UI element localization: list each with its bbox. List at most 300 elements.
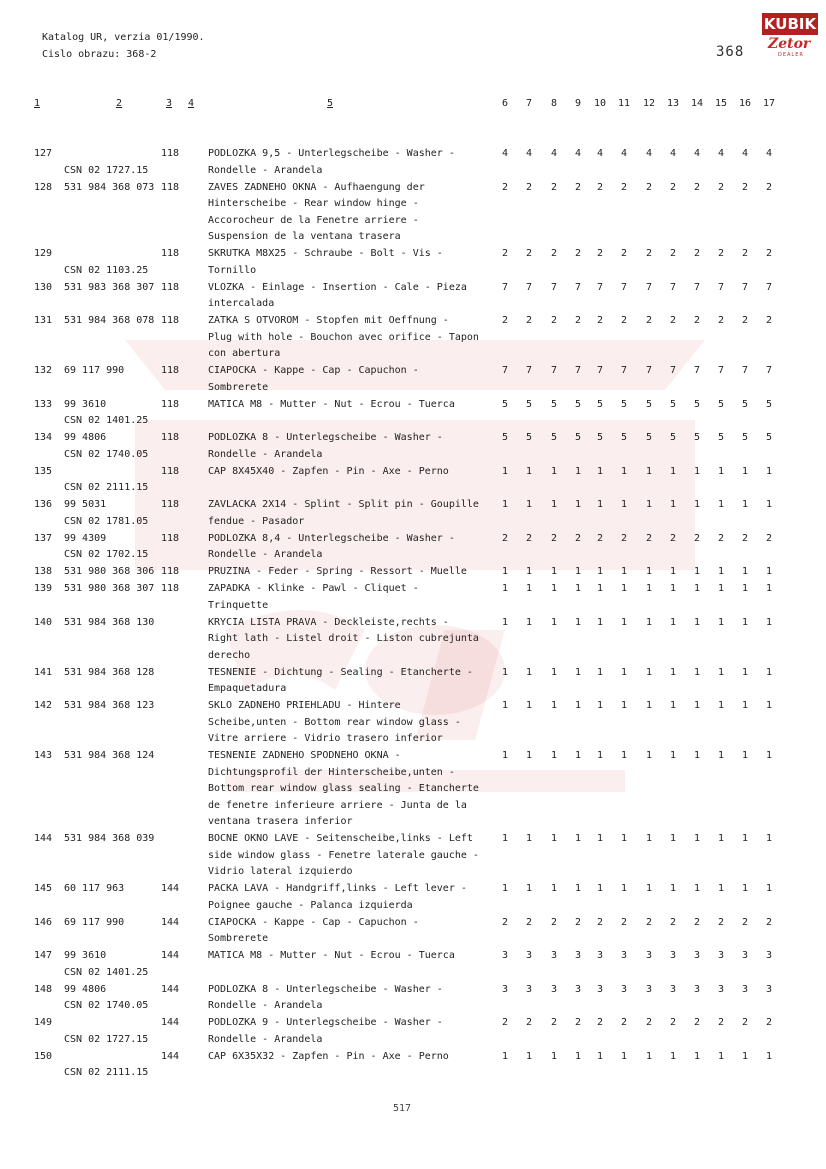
quantity-cell: 2 xyxy=(525,248,533,259)
quantity-cell: 1 xyxy=(765,465,773,477)
logo-brand: KUBIK xyxy=(763,15,817,33)
quantity-cell: 4 xyxy=(693,148,701,159)
part-description xyxy=(208,1049,498,1066)
quantity-cell: 1 xyxy=(525,750,533,761)
quantity-cell: 1 xyxy=(717,616,725,628)
quantity-cell: 5 xyxy=(693,398,701,410)
quantity-cell: 3 xyxy=(717,983,725,995)
part-description xyxy=(208,982,498,1015)
description-line: Accorocheur de la Fenetre arriere - xyxy=(208,214,419,226)
quantity-cell: 2 xyxy=(501,916,509,928)
quantity-cell: 1 xyxy=(717,583,725,594)
quantity-cell: 2 xyxy=(620,916,628,928)
quantity-cell: 1 xyxy=(501,750,509,761)
quantity-cell: 1 xyxy=(741,666,749,678)
description-line: ZAVLACKA 2X14 - Splint - Split pin - Goupille xyxy=(208,499,479,510)
standard-number: CSN 02 2111.15 xyxy=(64,482,149,493)
quantity-cell: 1 xyxy=(765,750,773,761)
reference-number: 118 xyxy=(161,248,180,259)
quantity-cell: 5 xyxy=(765,398,773,410)
quantity-cell: 1 xyxy=(550,1050,558,1062)
item-number: 143 xyxy=(34,750,53,761)
quantity-cell: 2 xyxy=(741,1017,749,1028)
quantity-cell: 2 xyxy=(693,315,701,326)
description-line: de fenetre inferieure arriere - Junta de la xyxy=(208,799,467,811)
quantity-cell: 2 xyxy=(645,532,653,544)
quantity-cell: 3 xyxy=(669,950,677,961)
standard-number: CSN 02 1727.15 xyxy=(64,1033,149,1045)
description-line: Trinquette xyxy=(208,599,269,611)
part-description xyxy=(208,180,498,246)
item-number: 147 xyxy=(34,950,53,961)
description-line: Rondelle - Arandela xyxy=(208,1033,323,1045)
quantity-cell: 2 xyxy=(574,532,582,544)
quantity-cell: 5 xyxy=(741,398,749,410)
quantity-cell: 3 xyxy=(550,950,558,961)
quantity-cell: 2 xyxy=(501,248,509,259)
description-line: CAP 8X45X40 - Zapfen - Pin - Axe - Perno xyxy=(208,465,449,477)
quantity-cell: 1 xyxy=(765,499,773,510)
quantity-cell: 2 xyxy=(596,916,604,928)
quantity-cell: 3 xyxy=(574,983,582,995)
quantity-cell: 1 xyxy=(741,583,749,594)
quantity-cell: 5 xyxy=(669,432,677,443)
quantity-cell: 4 xyxy=(550,148,558,159)
quantity-cell: 1 xyxy=(596,583,604,594)
quantity-cell: 2 xyxy=(550,916,558,928)
quantity-cell: 1 xyxy=(669,666,677,678)
quantity-cell: 1 xyxy=(501,465,509,477)
item-number: 150 xyxy=(34,1050,53,1062)
reference-number: 118 xyxy=(161,583,180,594)
part-description xyxy=(208,363,498,396)
standard-number: CSN 02 1401.25 xyxy=(64,415,149,426)
quantity-cell: 2 xyxy=(620,532,628,544)
quantity-cell: 2 xyxy=(550,248,558,259)
quantity-cell: 1 xyxy=(693,833,701,844)
description-line: KRYCIA LISTA PRAVA - Deckleiste,rechts - xyxy=(208,616,449,628)
quantity-cell: 2 xyxy=(574,181,582,193)
quantity-cell: 1 xyxy=(741,883,749,894)
item-number: 130 xyxy=(34,281,53,293)
table-row xyxy=(0,748,826,831)
quantity-cell: 1 xyxy=(693,1050,701,1062)
table-row xyxy=(0,246,826,280)
part-number: 531 980 368 307 xyxy=(64,583,155,594)
quantity-cell: 7 xyxy=(765,281,773,293)
quantity-cell: 7 xyxy=(620,365,628,376)
part-description xyxy=(208,698,498,748)
item-number: 127 xyxy=(34,148,53,159)
quantity-cell: 1 xyxy=(669,700,677,711)
quantity-cell: 2 xyxy=(550,181,558,193)
standard-number: CSN 02 1727.15 xyxy=(64,164,149,176)
quantity-cell: 1 xyxy=(620,700,628,711)
column-header: 1 xyxy=(34,98,41,109)
quantity-cell: 2 xyxy=(717,315,725,326)
description-line: PRUZINA - Feder - Spring - Ressort - Muelle xyxy=(208,566,467,577)
column-header: 5 xyxy=(327,98,334,109)
quantity-cell: 1 xyxy=(741,750,749,761)
table-row xyxy=(0,363,826,397)
table-row xyxy=(0,531,826,565)
quantity-cell: 1 xyxy=(765,833,773,844)
quantity-cell: 3 xyxy=(596,983,604,995)
column-header: 10 xyxy=(593,98,607,109)
part-description xyxy=(208,881,498,914)
standard-number: CSN 02 1401.25 xyxy=(64,966,149,978)
quantity-cell: 3 xyxy=(693,983,701,995)
reference-number: 144 xyxy=(161,950,180,961)
quantity-cell: 7 xyxy=(645,281,653,293)
quantity-cell: 7 xyxy=(669,281,677,293)
quantity-cell: 7 xyxy=(669,365,677,376)
quantity-cell: 1 xyxy=(645,700,653,711)
reference-number: 118 xyxy=(161,365,180,376)
description-line: PODLOZKA 9,5 - Unterlegscheibe - Washer - xyxy=(208,148,455,159)
quantity-cell: 1 xyxy=(669,833,677,844)
quantity-cell: 1 xyxy=(620,499,628,510)
quantity-cell: 1 xyxy=(741,499,749,510)
quantity-cell: 1 xyxy=(669,566,677,577)
description-line: Vidrio lateral izquierdo xyxy=(208,866,353,877)
description-line: Sombrerete xyxy=(208,933,269,944)
quantity-cell: 2 xyxy=(669,532,677,544)
quantity-cell: 1 xyxy=(669,465,677,477)
quantity-cell: 1 xyxy=(596,700,604,711)
quantity-cell: 1 xyxy=(765,1050,773,1062)
column-header: 6 xyxy=(501,98,509,109)
quantity-cell: 1 xyxy=(741,1050,749,1062)
quantity-cell: 1 xyxy=(574,666,582,678)
quantity-cell: 4 xyxy=(645,148,653,159)
quantity-cell: 1 xyxy=(717,465,725,477)
column-header: 17 xyxy=(762,98,776,109)
quantity-cell: 1 xyxy=(693,566,701,577)
item-number: 129 xyxy=(34,248,53,259)
quantity-cell: 1 xyxy=(669,1050,677,1062)
reference-number: 144 xyxy=(161,983,180,995)
quantity-cell: 2 xyxy=(669,181,677,193)
quantity-cell: 7 xyxy=(525,281,533,293)
table-row xyxy=(0,313,826,363)
quantity-cell: 5 xyxy=(620,398,628,410)
quantity-cell: 1 xyxy=(645,465,653,477)
quantity-cell: 7 xyxy=(550,365,558,376)
quantity-cell: 1 xyxy=(550,700,558,711)
part-description xyxy=(208,1015,498,1048)
part-number: 99 4806 xyxy=(64,432,107,443)
item-number: 132 xyxy=(34,365,53,376)
description-line: Hinterscheibe - Rear window hinge - xyxy=(208,198,419,209)
quantity-cell: 1 xyxy=(717,833,725,844)
logo-tag: DEALER xyxy=(778,52,804,58)
description-line: Tornillo xyxy=(208,264,257,276)
item-number: 144 xyxy=(34,833,53,844)
quantity-cell: 2 xyxy=(525,181,533,193)
table-row xyxy=(0,915,826,949)
part-description xyxy=(208,464,498,481)
quantity-cell: 5 xyxy=(525,432,533,443)
part-number: 531 984 368 130 xyxy=(64,616,155,628)
table-row xyxy=(0,180,826,247)
quantity-cell: 7 xyxy=(693,281,701,293)
part-description xyxy=(208,313,498,363)
quantity-cell: 2 xyxy=(525,916,533,928)
quantity-cell: 1 xyxy=(620,666,628,678)
description-line: MATICA M8 - Mutter - Nut - Ecrou - Tuerca xyxy=(208,398,455,410)
quantity-cell: 1 xyxy=(525,833,533,844)
reference-number: 144 xyxy=(161,883,180,894)
description-line: Suspension de la ventana trasera xyxy=(208,231,401,242)
part-number: 531 984 368 123 xyxy=(64,700,155,711)
quantity-cell: 1 xyxy=(620,833,628,844)
quantity-cell: 1 xyxy=(693,499,701,510)
quantity-cell: 4 xyxy=(596,148,604,159)
quantity-cell: 5 xyxy=(574,432,582,443)
part-description xyxy=(208,665,498,698)
quantity-cell: 7 xyxy=(501,281,509,293)
quantity-cell: 2 xyxy=(525,532,533,544)
table-row xyxy=(0,464,826,498)
quantity-cell: 1 xyxy=(765,883,773,894)
description-line: TESNENIE - Dichtung - Sealing - Etancherte - xyxy=(208,666,473,678)
reference-number: 118 xyxy=(161,148,180,159)
page-footer-number: 517 xyxy=(393,1103,412,1114)
quantity-cell: 4 xyxy=(717,148,725,159)
quantity-cell: 1 xyxy=(525,583,533,594)
quantity-cell: 1 xyxy=(550,833,558,844)
quantity-cell: 2 xyxy=(550,532,558,544)
quantity-cell: 1 xyxy=(574,465,582,477)
quantity-cell: 3 xyxy=(525,950,533,961)
part-number: 99 5031 xyxy=(64,499,107,510)
part-description xyxy=(208,948,498,965)
item-number: 140 xyxy=(34,616,53,628)
table-row xyxy=(0,948,826,982)
column-header: 3 xyxy=(166,98,173,109)
item-number: 145 xyxy=(34,883,53,894)
description-line: Vitre arriere - Vidrio trasero inferior xyxy=(208,733,443,744)
quantity-cell: 5 xyxy=(501,432,509,443)
quantity-cell: 2 xyxy=(693,248,701,259)
quantity-cell: 1 xyxy=(645,883,653,894)
description-line: Rondelle - Arandela xyxy=(208,1000,323,1011)
table-row xyxy=(0,146,826,180)
quantity-cell: 2 xyxy=(550,1017,558,1028)
quantity-cell: 1 xyxy=(501,499,509,510)
table-row xyxy=(0,430,826,464)
part-description xyxy=(208,430,498,463)
quantity-cell: 1 xyxy=(693,583,701,594)
standard-number: CSN 02 1702.15 xyxy=(64,549,149,560)
column-header: 7 xyxy=(525,98,533,109)
quantity-cell: 2 xyxy=(525,315,533,326)
quantity-cell: 1 xyxy=(574,1050,582,1062)
quantity-cell: 1 xyxy=(596,499,604,510)
quantity-cell: 1 xyxy=(693,700,701,711)
quantity-cell: 2 xyxy=(741,181,749,193)
quantity-cell: 1 xyxy=(574,700,582,711)
quantity-cell: 3 xyxy=(669,983,677,995)
quantity-cell: 1 xyxy=(501,616,509,628)
reference-number: 144 xyxy=(161,916,180,928)
quantity-cell: 2 xyxy=(765,181,773,193)
quantity-cell: 3 xyxy=(693,950,701,961)
quantity-cell: 1 xyxy=(574,883,582,894)
quantity-cell: 2 xyxy=(620,248,628,259)
part-description xyxy=(208,246,498,279)
quantity-cell: 1 xyxy=(717,883,725,894)
quantity-cell: 1 xyxy=(596,833,604,844)
item-number: 146 xyxy=(34,916,53,928)
quantity-cell: 1 xyxy=(550,616,558,628)
description-line: Plug with hole - Bouchon avec orifice - Tapon xyxy=(208,331,479,343)
standard-number: CSN 02 1740.05 xyxy=(64,448,149,460)
quantity-cell: 3 xyxy=(574,950,582,961)
table-row xyxy=(0,581,826,615)
logo-sub: Zetor xyxy=(768,36,811,52)
quantity-cell: 7 xyxy=(550,281,558,293)
catalog-version: Katalog UR, verzia 01/1990. xyxy=(42,32,205,43)
quantity-cell: 2 xyxy=(741,532,749,544)
quantity-cell: 1 xyxy=(645,499,653,510)
quantity-cell: 3 xyxy=(501,950,509,961)
quantity-cell: 5 xyxy=(501,398,509,410)
part-description xyxy=(208,615,498,665)
quantity-cell: 2 xyxy=(525,1017,533,1028)
quantity-cell: 2 xyxy=(550,315,558,326)
quantity-cell: 7 xyxy=(525,365,533,376)
description-line: ZAPADKA - Klinke - Pawl - Cliquet - xyxy=(208,583,419,594)
quantity-cell: 5 xyxy=(669,398,677,410)
quantity-cell: 2 xyxy=(717,181,725,193)
quantity-cell: 2 xyxy=(741,916,749,928)
column-header: 15 xyxy=(714,98,728,109)
item-number: 148 xyxy=(34,983,53,995)
item-number: 142 xyxy=(34,700,53,711)
part-number: 99 4309 xyxy=(64,532,107,544)
quantity-cell: 1 xyxy=(574,750,582,761)
quantity-cell: 3 xyxy=(501,983,509,995)
reference-number: 118 xyxy=(161,566,180,577)
description-line: ZAVES ZADNEHO OKNA - Aufhaengung der xyxy=(208,181,425,193)
dealer-logo xyxy=(762,13,818,61)
quantity-cell: 5 xyxy=(645,398,653,410)
parts-table xyxy=(0,146,826,1082)
quantity-cell: 2 xyxy=(765,315,773,326)
quantity-cell: 2 xyxy=(765,248,773,259)
description-line: con abertura xyxy=(208,348,281,359)
quantity-cell: 5 xyxy=(741,432,749,443)
quantity-cell: 1 xyxy=(765,583,773,594)
quantity-cell: 3 xyxy=(741,983,749,995)
table-row xyxy=(0,881,826,915)
quantity-cell: 5 xyxy=(765,432,773,443)
description-line: PODLOZKA 9 - Unterlegscheibe - Washer - xyxy=(208,1017,443,1028)
quantity-cell: 2 xyxy=(596,532,604,544)
quantity-cell: 1 xyxy=(741,700,749,711)
table-row xyxy=(0,1049,826,1083)
quantity-cell: 1 xyxy=(717,566,725,577)
quantity-cell: 5 xyxy=(717,432,725,443)
quantity-cell: 1 xyxy=(596,750,604,761)
part-description xyxy=(208,831,498,881)
reference-number: 118 xyxy=(161,499,180,510)
quantity-cell: 2 xyxy=(693,532,701,544)
part-description xyxy=(208,280,498,313)
standard-number: CSN 02 1781.05 xyxy=(64,515,149,527)
quantity-cell: 3 xyxy=(620,950,628,961)
column-header: 4 xyxy=(188,98,195,109)
quantity-cell: 2 xyxy=(596,181,604,193)
part-number: 531 980 368 306 xyxy=(64,566,155,577)
quantity-cell: 1 xyxy=(525,465,533,477)
quantity-cell: 2 xyxy=(765,1017,773,1028)
quantity-cell: 2 xyxy=(669,315,677,326)
quantity-cell: 3 xyxy=(645,983,653,995)
quantity-cell: 1 xyxy=(620,1050,628,1062)
table-row xyxy=(0,615,826,665)
quantity-cell: 1 xyxy=(765,666,773,678)
description-line: PODLOZKA 8 - Unterlegscheibe - Washer - xyxy=(208,983,443,995)
page-number: 368 xyxy=(716,44,745,60)
quantity-cell: 1 xyxy=(620,883,628,894)
quantity-cell: 2 xyxy=(765,916,773,928)
quantity-cell: 1 xyxy=(765,566,773,577)
column-header: 2 xyxy=(116,98,123,109)
quantity-cell: 5 xyxy=(550,432,558,443)
quantity-cell: 7 xyxy=(741,365,749,376)
description-line: Rondelle - Arandela xyxy=(208,164,323,176)
quantity-cell: 1 xyxy=(501,1050,509,1062)
description-line: Scheibe,unten - Bottom rear window glass - xyxy=(208,716,461,728)
quantity-cell: 2 xyxy=(669,248,677,259)
table-row xyxy=(0,982,826,1016)
quantity-cell: 1 xyxy=(620,465,628,477)
quantity-cell: 3 xyxy=(596,950,604,961)
quantity-cell: 1 xyxy=(525,883,533,894)
part-number: 99 3610 xyxy=(64,950,107,961)
description-line: Rondelle - Arandela xyxy=(208,448,323,460)
description-line: derecho xyxy=(208,649,251,661)
quantity-cell: 7 xyxy=(645,365,653,376)
part-number: 99 4806 xyxy=(64,983,107,995)
description-line: Poignee gauche - Palanca izquierda xyxy=(208,899,413,911)
quantity-cell: 1 xyxy=(669,616,677,628)
table-row xyxy=(0,665,826,699)
quantity-cell: 2 xyxy=(669,1017,677,1028)
quantity-cell: 1 xyxy=(645,566,653,577)
quantity-cell: 1 xyxy=(525,616,533,628)
part-number: 531 984 368 073 xyxy=(64,181,155,193)
quantity-cell: 1 xyxy=(645,583,653,594)
description-line: side window glass - Fenetre laterale gauche - xyxy=(208,849,479,861)
item-number: 136 xyxy=(34,499,53,510)
quantity-cell: 2 xyxy=(574,248,582,259)
quantity-cell: 5 xyxy=(717,398,725,410)
quantity-cell: 1 xyxy=(741,465,749,477)
table-row xyxy=(0,564,826,581)
quantity-cell: 1 xyxy=(501,583,509,594)
quantity-cell: 3 xyxy=(765,950,773,961)
description-line: Rondelle - Arandela xyxy=(208,549,323,560)
quantity-cell: 5 xyxy=(693,432,701,443)
item-number: 134 xyxy=(34,432,53,443)
quantity-cell: 5 xyxy=(620,432,628,443)
quantity-cell: 5 xyxy=(596,432,604,443)
description-line: Sombrerete xyxy=(208,381,269,393)
